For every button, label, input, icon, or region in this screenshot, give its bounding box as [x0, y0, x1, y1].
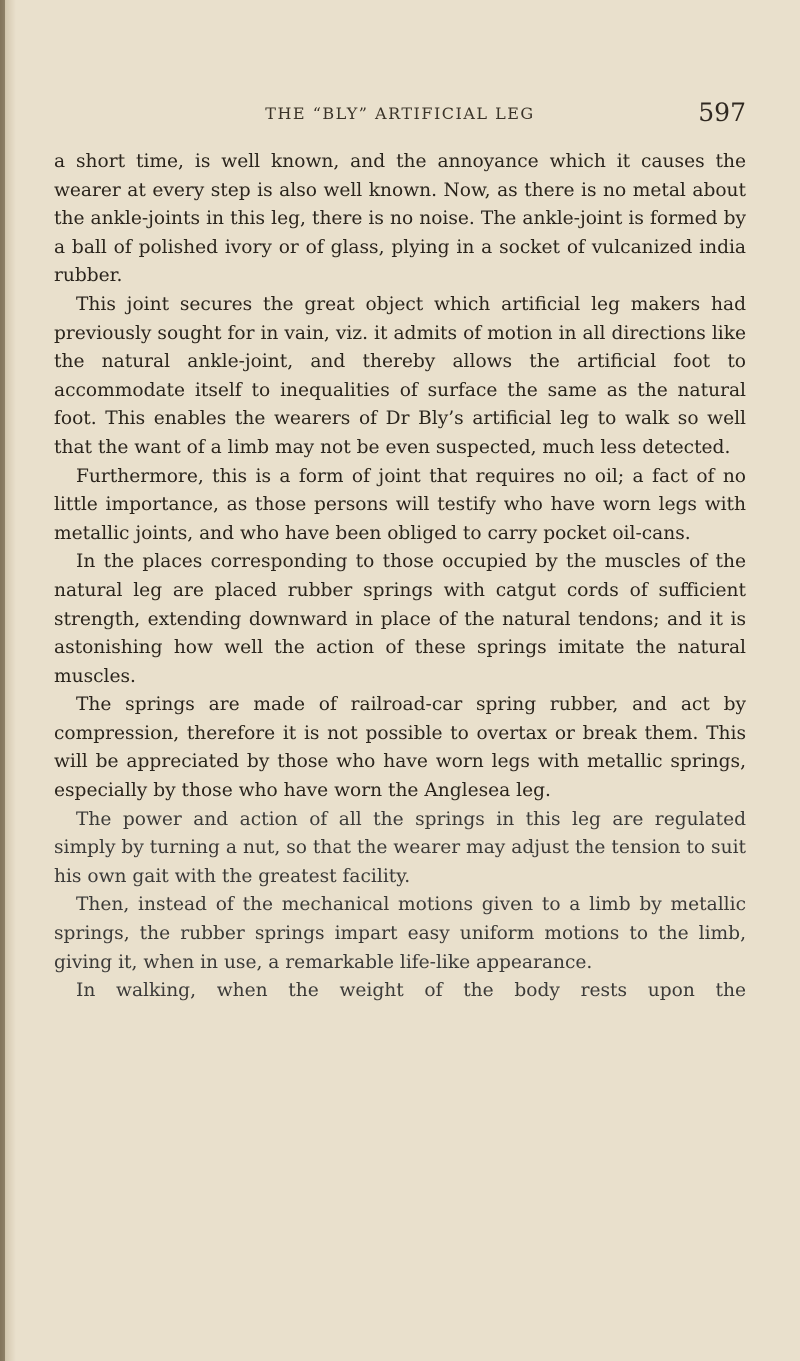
paragraph-walking: In walking, when the weight of the body rests upon the	[76, 980, 746, 1002]
paragraph-furthermore: Furthermore, this is a form of joint that requires no oil; a fact of no little importance, as those persons will testify who have worn legs with metallic joints, and who have been obliged to carry pocket oil-cans.	[54, 465, 746, 544]
page-spine-shadow	[0, 0, 5, 1361]
body-text	[54, 148, 746, 1006]
page-number: 597	[698, 98, 746, 127]
running-title: THE “BLY” ARTIFICIAL LEG	[265, 104, 535, 123]
paragraph-continuation: a short time, is well known, and the annoyance which it causes the wearer at every step is also well known. Now, as there is no metal about the ankle-joints in this leg, there is no noise. The ankle-joint is formed by a ball of polished ivory or of glass, plying in a socket of vulcanized india rubber.	[54, 151, 746, 287]
running-head	[54, 98, 746, 134]
paragraph-joint-secures: This joint secures the great object which artificial leg makers had previously sought for in vain, viz. it admits of motion in all directions like the natural ankle-joint, and thereby allows the artificial foot to accommodate itself to inequalities of surface the same as the natural foot. This enables the wearers of Dr Bly’s artificial leg to walk so well that the want of a limb may not be even suspected, much less detected.	[54, 293, 746, 458]
paragraph-mechanical-motions: Then, instead of the mechanical motions given to a limb by metallic springs, the rubber springs impart easy uniform motions to the limb, giving it, when in use, a remarkable life-like appearance.	[54, 894, 746, 973]
paragraph-rubber-springs: In the places corresponding to those occupied by the muscles of the natural leg are placed rubber springs with catgut cords of sufficient strength, extending downward in place of the natural tendons; and it is astonishing how well the action of these springs imitate the natural muscles.	[54, 551, 746, 687]
paragraph-spring-material: The springs are made of railroad-car spring rubber, and act by compression, therefore it is not possible to overtax or break them. This will be appreciated by those who have worn legs with metallic springs, especially by those who have worn the Anglesea leg.	[54, 694, 746, 802]
paragraph-power-action: The power and action of all the springs in this leg are regulated simply by turning a nut, so that the wearer may adjust the tension to suit his own gait with the greatest facility.	[54, 808, 746, 887]
